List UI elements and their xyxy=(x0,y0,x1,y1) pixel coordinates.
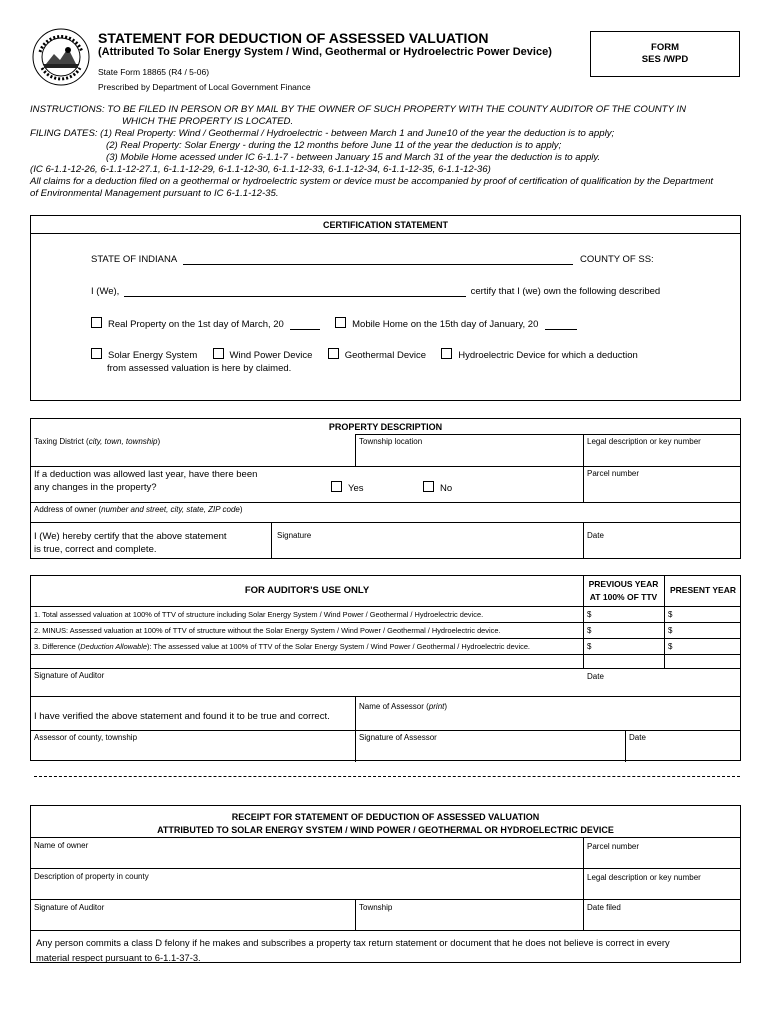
dollar-sign: $ xyxy=(587,642,592,651)
certification-heading: CERTIFICATION STATEMENT xyxy=(323,220,448,230)
prescribed-by: Prescribed by Department of Local Government Finance xyxy=(98,82,311,92)
yes-option: Yes xyxy=(331,481,364,494)
dollar-sign: $ xyxy=(668,626,673,635)
yes-checkbox[interactable] xyxy=(331,481,342,492)
form-label: FORM xyxy=(651,42,679,53)
owner-name-field[interactable] xyxy=(124,286,466,297)
form-title: STATEMENT FOR DEDUCTION OF ASSESSED VALUATION xyxy=(98,30,489,46)
signature-label: Signature xyxy=(277,531,312,540)
receipt-section xyxy=(30,805,741,963)
receipt-heading-1: RECEIPT FOR STATEMENT OF DEDUCTION OF ASSESSED VALUATION xyxy=(231,812,540,822)
no-checkbox[interactable] xyxy=(423,481,434,492)
auditor-date-label: Date xyxy=(587,672,604,681)
cut-line xyxy=(34,776,740,777)
mobile-home-checkbox[interactable] xyxy=(335,317,346,328)
present-year-header: PRESENT YEAR xyxy=(670,585,736,595)
total-assessed-row: 1. Total assessed valuation at 100% of TTV of structure including Solar Energy System / Wind Power / Geothermal / Hydroelectric device. xyxy=(34,610,484,619)
certification-section xyxy=(30,215,741,401)
hydroelectric-label: Hydroelectric Device for which a deduction xyxy=(458,350,638,361)
state-row xyxy=(91,254,654,265)
hydroelectric-checkbox[interactable] xyxy=(441,348,452,359)
instructions-line: (IC 6-1.1-12-26, 6-1.1-12-27.1, 6-1.1-12-29, 6-1.1-12-30, 6-1.1-12-33, 6-1.1-12-34, 6-1.1-12-35, 6-1.1-12-36) xyxy=(30,164,491,175)
dollar-sign: $ xyxy=(587,610,592,619)
county-field[interactable] xyxy=(183,254,573,265)
real-property-label: Real Property on the 1st day of March, 20 xyxy=(108,319,284,330)
assessor-county-label: Assessor of county, township xyxy=(34,733,138,742)
mobile-home-year-field[interactable] xyxy=(545,319,577,330)
receipt-signature-auditor-label: Signature of Auditor xyxy=(34,903,105,912)
date-filed-label: Date filed xyxy=(587,903,621,912)
instructions xyxy=(30,104,742,200)
name-owner-label: Name of owner xyxy=(34,841,89,850)
certify-own-label: certify that I (we) own the following described xyxy=(470,286,661,297)
property-section xyxy=(30,418,741,559)
legal-description-label: Legal description or key number xyxy=(587,437,701,446)
instructions-line: of Environmental Management pursuant to IC 6-1.1-12-35. xyxy=(30,188,279,199)
parcel-number-label: Parcel number xyxy=(587,469,640,478)
receipt-township-label: Township xyxy=(359,903,393,912)
description-property-label: Description of property in county xyxy=(34,872,149,881)
receipt-legal-label: Legal description or key number xyxy=(587,873,701,882)
signature-assessor-label: Signature of Assessor xyxy=(359,733,437,742)
real-property-checkbox[interactable] xyxy=(91,317,102,328)
no-option: No xyxy=(423,481,452,494)
state-form-number: State Form 18865 (R4 / 5-06) xyxy=(98,67,210,77)
property-heading: PROPERTY DESCRIPTION xyxy=(328,422,443,432)
address-label: Address of owner (number and street, city, state, ZIP code) xyxy=(34,505,243,514)
state-seal-icon xyxy=(32,28,90,86)
instructions-line: (2) Real Property: Solar Energy - during the 12 months before June 11 of the year the deduction is to apply; xyxy=(106,140,562,151)
instructions-line: INSTRUCTIONS: TO BE FILED IN PERSON OR BY MAIL BY THE OWNER OF SUCH PROPERTY WITH THE COUNTY AUDITOR OF THE COUNTY IN xyxy=(30,104,687,115)
date-label: Date xyxy=(587,531,604,540)
auditor-section xyxy=(30,575,741,761)
wind-label: Wind Power Device xyxy=(229,350,313,361)
dollar-sign: $ xyxy=(668,642,673,651)
township-location-label: Township location xyxy=(359,437,423,446)
wind-checkbox[interactable] xyxy=(213,348,224,359)
state-label: STATE OF INDIANA xyxy=(91,254,177,265)
property-type-row xyxy=(91,317,577,330)
instructions-line: WHICH THE PROPERTY IS LOCATED. xyxy=(122,116,294,127)
device-type-row xyxy=(91,348,638,361)
deduction-question: If a deduction was allowed last year, have there been any changes in the property? xyxy=(34,469,258,493)
instructions-line: FILING DATES: (1) Real Property: Wind / Geothermal / Hydroelectric - between March 1 and June10 of the year the deduction is to apply; xyxy=(30,128,615,139)
receipt-heading-2: ATTRIBUTED TO SOLAR ENERGY SYSTEM / WIND POWER / GEOTHERMAL OR HYDROELECTRIC DEVICE xyxy=(157,825,614,835)
felony-notice: Any person commits a class D felony if he makes and subscribes a property tax return statement or document that he does not believe is correct in every material respect pursuant to 6-1.1-37-3. xyxy=(36,937,670,963)
minus-assessed-row: 2. MINUS: Assessed valuation at 100% of TTV of structure without the Solar Energy System / Wind Power / Geothermal / Hydroelectric device. xyxy=(34,626,501,635)
auditor-heading: FOR AUDITOR'S USE ONLY xyxy=(244,585,370,596)
instructions-line: All claims for a deduction filed on a geothermal or hydroelectric system or device must be accompanied by proof of certification of qualification by the Department xyxy=(30,176,714,187)
form-subtitle: (Attributed To Solar Energy System / Wind, Geothermal or Hydroelectric Power Device) xyxy=(98,46,552,58)
county-label: COUNTY OF SS: xyxy=(579,254,654,265)
claimed-label: from assessed valuation is here by claimed. xyxy=(107,363,292,374)
certify-statement: I (We) hereby certify that the above statement is true, correct and complete. xyxy=(34,531,227,555)
real-property-year-field[interactable] xyxy=(290,319,320,330)
i-we-label: I (We), xyxy=(91,286,120,297)
taxing-district-label: Taxing District (city, town, township) xyxy=(34,437,161,446)
form-code: SES /WPD xyxy=(641,54,689,65)
geothermal-checkbox[interactable] xyxy=(328,348,339,359)
solar-label: Solar Energy System xyxy=(108,350,198,361)
form-id-box xyxy=(590,31,740,77)
assessor-date-label: Date xyxy=(629,733,646,742)
verified-statement: I have verified the above statement and found it to be true and correct. xyxy=(34,711,330,722)
previous-year-header: PREVIOUS YEAR AT 100% OF TTV xyxy=(588,579,659,602)
receipt-parcel-label: Parcel number xyxy=(587,842,640,851)
geothermal-label: Geothermal Device xyxy=(344,350,426,361)
dollar-sign: $ xyxy=(587,626,592,635)
mobile-home-label: Mobile Home on the 15th day of January, 20 xyxy=(352,319,539,330)
solar-checkbox[interactable] xyxy=(91,348,102,359)
owner-row xyxy=(91,286,660,297)
name-assessor-label: Name of Assessor (print) xyxy=(359,702,448,711)
signature-auditor-label: Signature of Auditor xyxy=(34,671,105,680)
difference-row: 3. Difference (Deduction Allowable): The assessed value at 100% of TTV of the Solar Energy System / Wind Power / Geothermal / Hydroelectric device. xyxy=(34,642,530,651)
instructions-line: (3) Mobile Home acessed under IC 6-1.1-7 - between January 15 and March 31 of the year the deduction is to apply. xyxy=(106,152,601,163)
dollar-sign: $ xyxy=(668,610,673,619)
